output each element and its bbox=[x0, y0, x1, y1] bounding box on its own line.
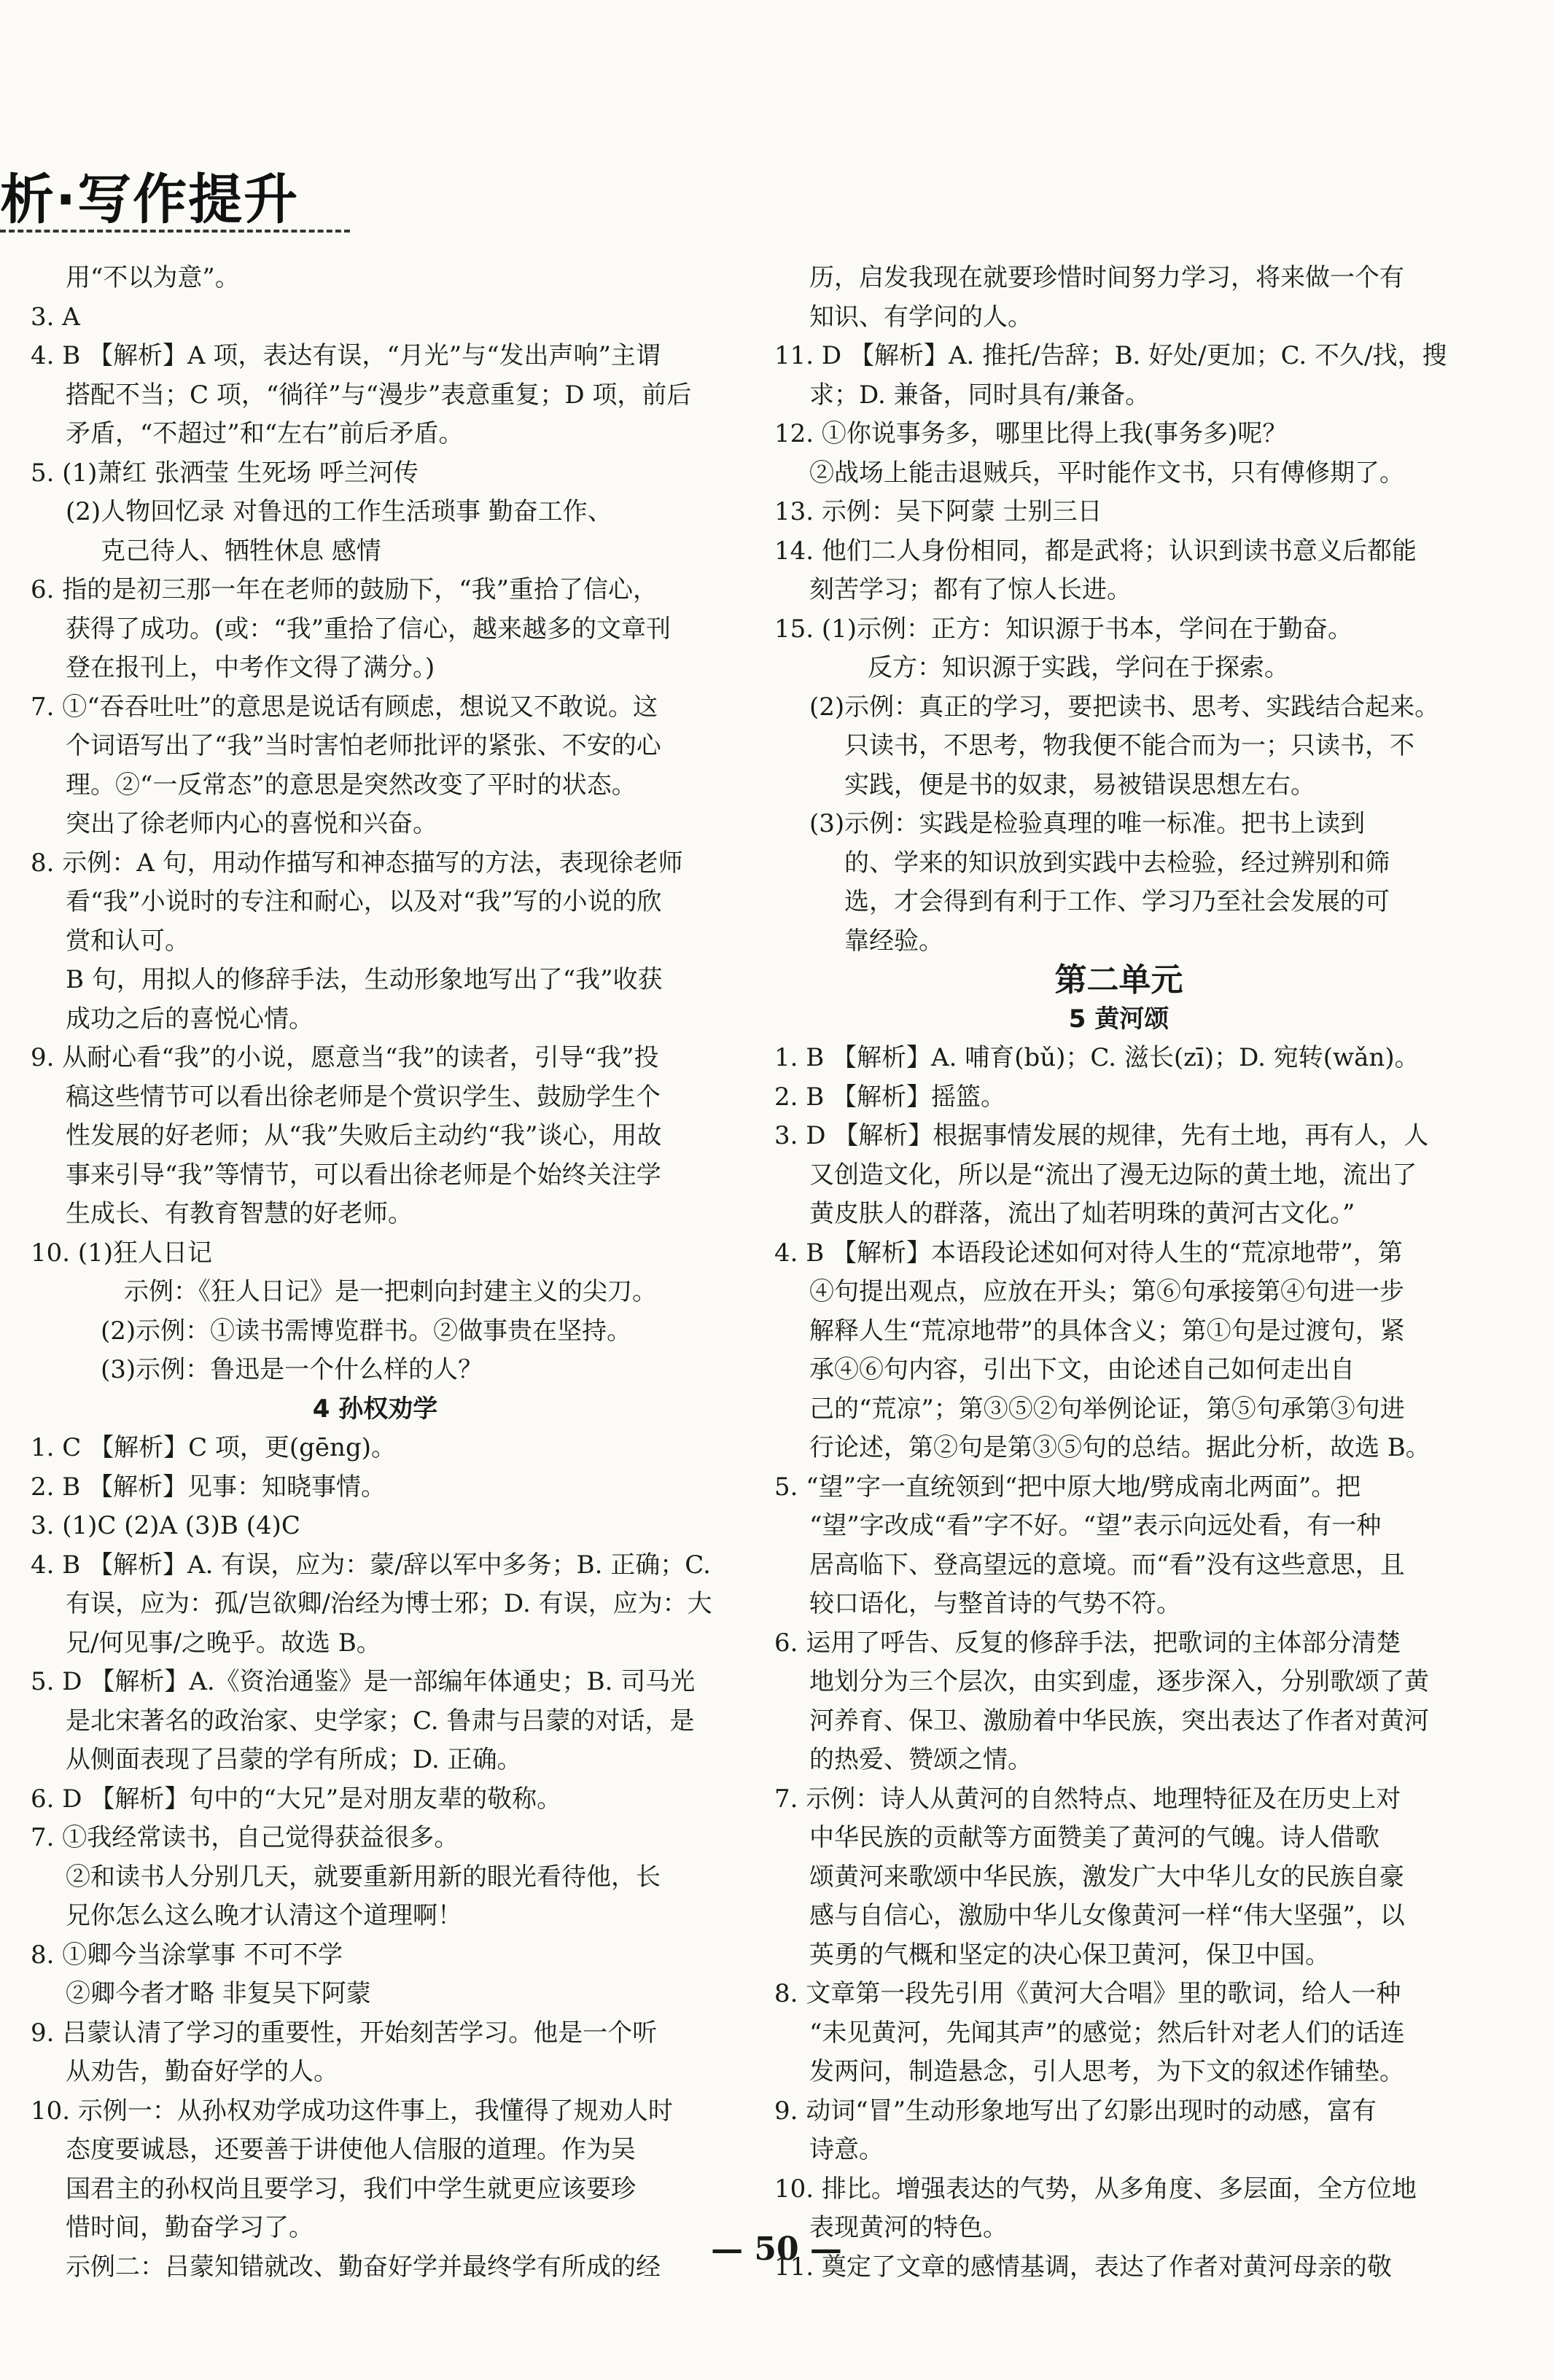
answer-line: 稿这些情节可以看出徐老师是个赏识学生、鼓励学生个 bbox=[66, 1082, 661, 1112]
answer-line: 6. 运用了呼告、反复的修辞手法，把歌词的主体部分清楚 bbox=[774, 1628, 1401, 1658]
answer-line: ④句提出观点，应放在开头；第⑥句承接第④句进一步 bbox=[809, 1277, 1404, 1306]
answer-line: 克己待人、牺牲休息 感情 bbox=[101, 536, 381, 566]
answer-line: (3)示例：实践是检验真理的唯一标准。把书上读到 bbox=[809, 809, 1366, 838]
answer-line: 感与自信心，激励中华儿女像黄河一样“伟大坚强”，以 bbox=[809, 1901, 1405, 1930]
answer-line: 有误，应为：孤/岂欲卿/治经为博士邪；D. 有误，应为：大 bbox=[66, 1589, 712, 1618]
answer-line: 看“我”小说时的专注和耐心，以及对“我”写的小说的欣 bbox=[66, 887, 662, 916]
answer-line: 5. “望”字一直统领到“把中原大地/劈成南北两面”。把 bbox=[774, 1472, 1361, 1502]
answer-line: 12. ①你说事务多，哪里比得上我(事务多)呢？ bbox=[774, 419, 1288, 448]
answer-line: 10. (1)狂人日记 bbox=[31, 1238, 213, 1268]
answer-line: 8. 示例：A 句，用动作描写和神态描写的方法，表现徐老师 bbox=[31, 848, 683, 878]
answer-line: 3. A bbox=[31, 302, 80, 332]
answer-line: 兄/何见事/之晚乎。故选 B。 bbox=[66, 1628, 381, 1658]
answer-line: 靠经验。 bbox=[844, 926, 943, 956]
answer-line: 示例：《狂人日记》是一把刺向封建主义的尖刀。 bbox=[124, 1277, 657, 1306]
answer-line: 河养育、保卫、激励着中华民族，突出表达了作者对黄河 bbox=[809, 1706, 1429, 1736]
answer-line: 突出了徐老师内心的喜悦和兴奋。 bbox=[66, 809, 437, 838]
answer-line: 个词语写出了“我”当时害怕老师批评的紧张、不安的心 bbox=[66, 731, 661, 760]
answer-line: 7. ①我经常读书，自己觉得获益很多。 bbox=[31, 1823, 459, 1852]
answer-line: 5. (1)萧红 张洒莹 生死场 呼兰河传 bbox=[31, 458, 419, 488]
answer-line: 只读书，不思考，物我便不能合而为一；只读书，不 bbox=[844, 731, 1414, 760]
answer-line: 事来引导“我”等情节，可以看出徐老师是个始终关注学 bbox=[66, 1160, 661, 1190]
answer-line: 理。②“一反常态”的意思是突然改变了平时的状态。 bbox=[66, 770, 637, 800]
answer-line: 中华民族的贡献等方面赞美了黄河的气魄。诗人借歌 bbox=[809, 1823, 1379, 1852]
answer-line: “望”字改成“看”字不好。“望”表示向远处看，有一种 bbox=[809, 1511, 1382, 1540]
unit-heading: 第二单元 bbox=[1054, 961, 1183, 999]
answer-line: 表现黄河的特色。 bbox=[809, 2213, 1008, 2242]
answer-line: 性发展的好老师；从“我”失败后主动约“我”谈心，用故 bbox=[66, 1121, 662, 1150]
answer-line: 4. B 【解析】本语段论述如何对待人生的“荒凉地带”，第 bbox=[774, 1238, 1403, 1268]
answer-line: (2)示例：①读书需博览群书。②做事贵在坚持。 bbox=[101, 1316, 632, 1346]
answer-line: 态度要诚恳，还要善于讲使他人信服的道理。作为吴 bbox=[66, 2135, 636, 2164]
answer-line: 11. 奠定了文章的感情基调，表达了作者对黄河母亲的敬 bbox=[774, 2252, 1392, 2282]
answer-line: 15. (1)示例：正方：知识源于书本，学问在于勤奋。 bbox=[774, 614, 1353, 644]
answer-line: 登在报刊上，中考作文得了满分。) bbox=[66, 653, 435, 682]
answer-line: 4. B 【解析】A. 有误，应为：蒙/辞以军中多务；B. 正确；C. bbox=[31, 1550, 711, 1580]
answer-line: 9. 从耐心看“我”的小说，愿意当“我”的读者，引导“我”投 bbox=[31, 1043, 659, 1072]
answer-line: 生成长、有教育智慧的好老师。 bbox=[66, 1199, 413, 1228]
answer-line: 2. B 【解析】见事：知晓事情。 bbox=[31, 1472, 386, 1502]
answer-line: 居高临下、登高望远的意境。而“看”没有这些意思，且 bbox=[809, 1550, 1405, 1580]
answer-line: 反方：知识源于实践，学问在于探索。 bbox=[868, 653, 1289, 682]
answer-line: 刻苦学习；都有了惊人长进。 bbox=[809, 575, 1132, 604]
answer-line: 4. B 【解析】A 项，表达有误，“月光”与“发出声响”主谓 bbox=[31, 341, 661, 370]
answer-line: 颂黄河来歌颂中华民族，激发广大中华儿女的民族自豪 bbox=[809, 1862, 1404, 1892]
answer-line: 9. 动词“冒”生动形象地写出了幻影出现时的动感，富有 bbox=[774, 2096, 1377, 2126]
answer-line: 9. 吕蒙认清了学习的重要性，开始刻苦学习。他是一个听 bbox=[31, 2018, 658, 2048]
answer-line: 11. D 【解析】A. 推托/告辞；B. 好处/更加；C. 不久/找，搜 bbox=[774, 341, 1447, 370]
page-header-title: 析·写作提升 bbox=[0, 168, 300, 231]
answer-line: 10. 排比。增强表达的气势，从多角度、多层面，全方位地 bbox=[774, 2174, 1417, 2204]
answer-line: 14. 他们二人身份相同，都是武将；认识到读书意义后都能 bbox=[774, 536, 1417, 566]
answer-line: 10. 示例一：从孙权劝学成功这件事上，我懂得了规劝人时 bbox=[31, 2096, 673, 2126]
answer-line: 历，启发我现在就要珍惜时间努力学习，将来做一个有 bbox=[809, 263, 1404, 292]
answer-line: (2)人物回忆录 对鲁迅的工作生活琐事 勤奋工作、 bbox=[66, 497, 612, 526]
answer-line: 求；D. 兼备，同时具有/兼备。 bbox=[809, 380, 1151, 410]
left-answer-column bbox=[31, 259, 720, 2287]
answer-line: ②战场上能击退贼兵，平时能作文书，只有傅修期了。 bbox=[809, 458, 1404, 488]
answer-line: 从侧面表现了吕蒙的学有所成；D. 正确。 bbox=[66, 1745, 522, 1774]
answer-line: 6. 指的是初三那一年在老师的鼓励下，“我”重拾了信心， bbox=[31, 575, 658, 604]
answer-line: 地划分为三个层次，由实到虚，逐步深入，分别歌颂了黄 bbox=[809, 1667, 1429, 1696]
answer-line: 6. D 【解析】句中的“大兄”是对朋友辈的敬称。 bbox=[31, 1784, 562, 1814]
answer-line: 获得了成功。(或：“我”重拾了信心，越来越多的文章刊 bbox=[66, 614, 672, 644]
answer-line: 示例二：吕蒙知错就改、勤奋好学并最终学有所成的经 bbox=[66, 2252, 661, 2282]
header-dashed-rule bbox=[0, 230, 350, 233]
answer-line: 2. B 【解析】摇篮。 bbox=[774, 1082, 1006, 1112]
answer-line: 1. C 【解析】C 项，更(gēng)。 bbox=[31, 1433, 396, 1462]
answer-line: 用“不以为意”。 bbox=[66, 263, 240, 292]
answer-line: 5. D 【解析】A.《资治通鉴》是一部编年体通史；B. 司马光 bbox=[31, 1667, 696, 1696]
answer-line: 7. 示例：诗人从黄河的自然特点、地理特征及在历史上对 bbox=[774, 1784, 1401, 1814]
answer-line: ②和读书人分别几天，就要重新用新的眼光看待他，长 bbox=[66, 1862, 661, 1892]
lesson-heading-5: 5 黄河颂 bbox=[1068, 1004, 1169, 1034]
answer-line: 发两问，制造悬念，引人思考，为下文的叙述作铺垫。 bbox=[809, 2057, 1404, 2086]
answer-line: “未见黄河，先闻其声”的感觉；然后针对老人们的话连 bbox=[809, 2018, 1405, 2048]
answer-line: 英勇的气概和坚定的决心保卫黄河，保卫中国。 bbox=[809, 1940, 1330, 1970]
answer-line: 是北宋著名的政治家、史学家；C. 鲁肃与吕蒙的对话，是 bbox=[66, 1706, 695, 1736]
answer-line: (3)示例：鲁迅是一个什么样的人？ bbox=[101, 1355, 483, 1384]
answer-line: 13. 示例：吴下阿蒙 士别三日 bbox=[774, 497, 1102, 526]
answer-line: (2)示例：真正的学习，要把读书、思考、实践结合起来。 bbox=[809, 692, 1440, 722]
answer-line: 较口语化，与整首诗的气势不符。 bbox=[809, 1589, 1181, 1618]
answer-line: 的、学来的知识放到实践中去检验，经过辨别和筛 bbox=[844, 848, 1390, 878]
answer-line: 己的“荒凉”；第③⑤②句举例论证，第⑤句承第③句进 bbox=[809, 1394, 1405, 1424]
answer-line: ②卿今者才略 非复吴下阿蒙 bbox=[66, 1979, 371, 2008]
answer-line: 1. B 【解析】A. 哺育(bǔ)；C. 滋长(zī)；D. 宛转(wǎn)。 bbox=[774, 1043, 1420, 1072]
answer-line: 3. D 【解析】根据事情发展的规律，先有土地，再有人，人 bbox=[774, 1121, 1429, 1150]
lesson-heading-4: 4 孙权劝学 bbox=[312, 1394, 438, 1424]
answer-line: 行论述，第②句是第③⑤句的总结。据此分析，故选 B。 bbox=[809, 1433, 1431, 1462]
answer-line: 从劝告，勤奋好学的人。 bbox=[66, 2057, 338, 2086]
answer-line: 知识、有学问的人。 bbox=[809, 302, 1032, 332]
answer-line: 3. (1)C (2)A (3)B (4)C bbox=[31, 1511, 300, 1540]
answer-line: 诗意。 bbox=[809, 2135, 884, 2164]
answer-line: 解释人生“荒凉地带”的具体含义；第①句是过渡句，紧 bbox=[809, 1316, 1405, 1346]
answer-line: 承④⑥句内容，引出下文，由论述自己如何走出自 bbox=[809, 1355, 1355, 1384]
answer-line: 又创造文化，所以是“流出了漫无边际的黄土地，流出了 bbox=[809, 1160, 1417, 1190]
answer-line: 搭配不当；C 项，“徜徉”与“漫步”表意重复；D 项，前后 bbox=[66, 380, 692, 410]
answer-line: 实践，便是书的奴隶，易被错误思想左右。 bbox=[844, 770, 1315, 800]
answer-line: 惜时间，勤奋学习了。 bbox=[66, 2213, 314, 2242]
answer-line: B 句，用拟人的修辞手法，生动形象地写出了“我”收获 bbox=[66, 965, 663, 994]
answer-line: 黄皮肤人的群落，流出了灿若明珠的黄河古文化。” bbox=[809, 1199, 1355, 1228]
answer-line: 兄你怎么这么晚才认清这个道理啊！ bbox=[66, 1901, 462, 1930]
page-number: — 50 — bbox=[711, 2231, 842, 2268]
answer-line: 成功之后的喜悦心情。 bbox=[66, 1004, 314, 1034]
answer-line: 8. ①卿今当涂掌事 不可不学 bbox=[31, 1940, 343, 1970]
right-answer-column bbox=[774, 259, 1463, 2287]
answer-line: 的热爱、赞颂之情。 bbox=[809, 1745, 1032, 1774]
answer-line: 赏和认可。 bbox=[66, 926, 190, 956]
answer-line: 国君主的孙权尚且要学习，我们中学生就更应该要珍 bbox=[66, 2174, 636, 2204]
answer-line: 8. 文章第一段先引用《黄河大合唱》里的歌词，给人一种 bbox=[774, 1979, 1401, 2008]
answer-line: 选，才会得到有利于工作、学习乃至社会发展的可 bbox=[844, 887, 1390, 916]
answer-line: 矛盾，“不超过”和“左右”前后矛盾。 bbox=[66, 419, 464, 448]
answer-line: 7. ①“吞吞吐吐”的意思是说话有顾虑，想说又不敢说。这 bbox=[31, 692, 658, 722]
